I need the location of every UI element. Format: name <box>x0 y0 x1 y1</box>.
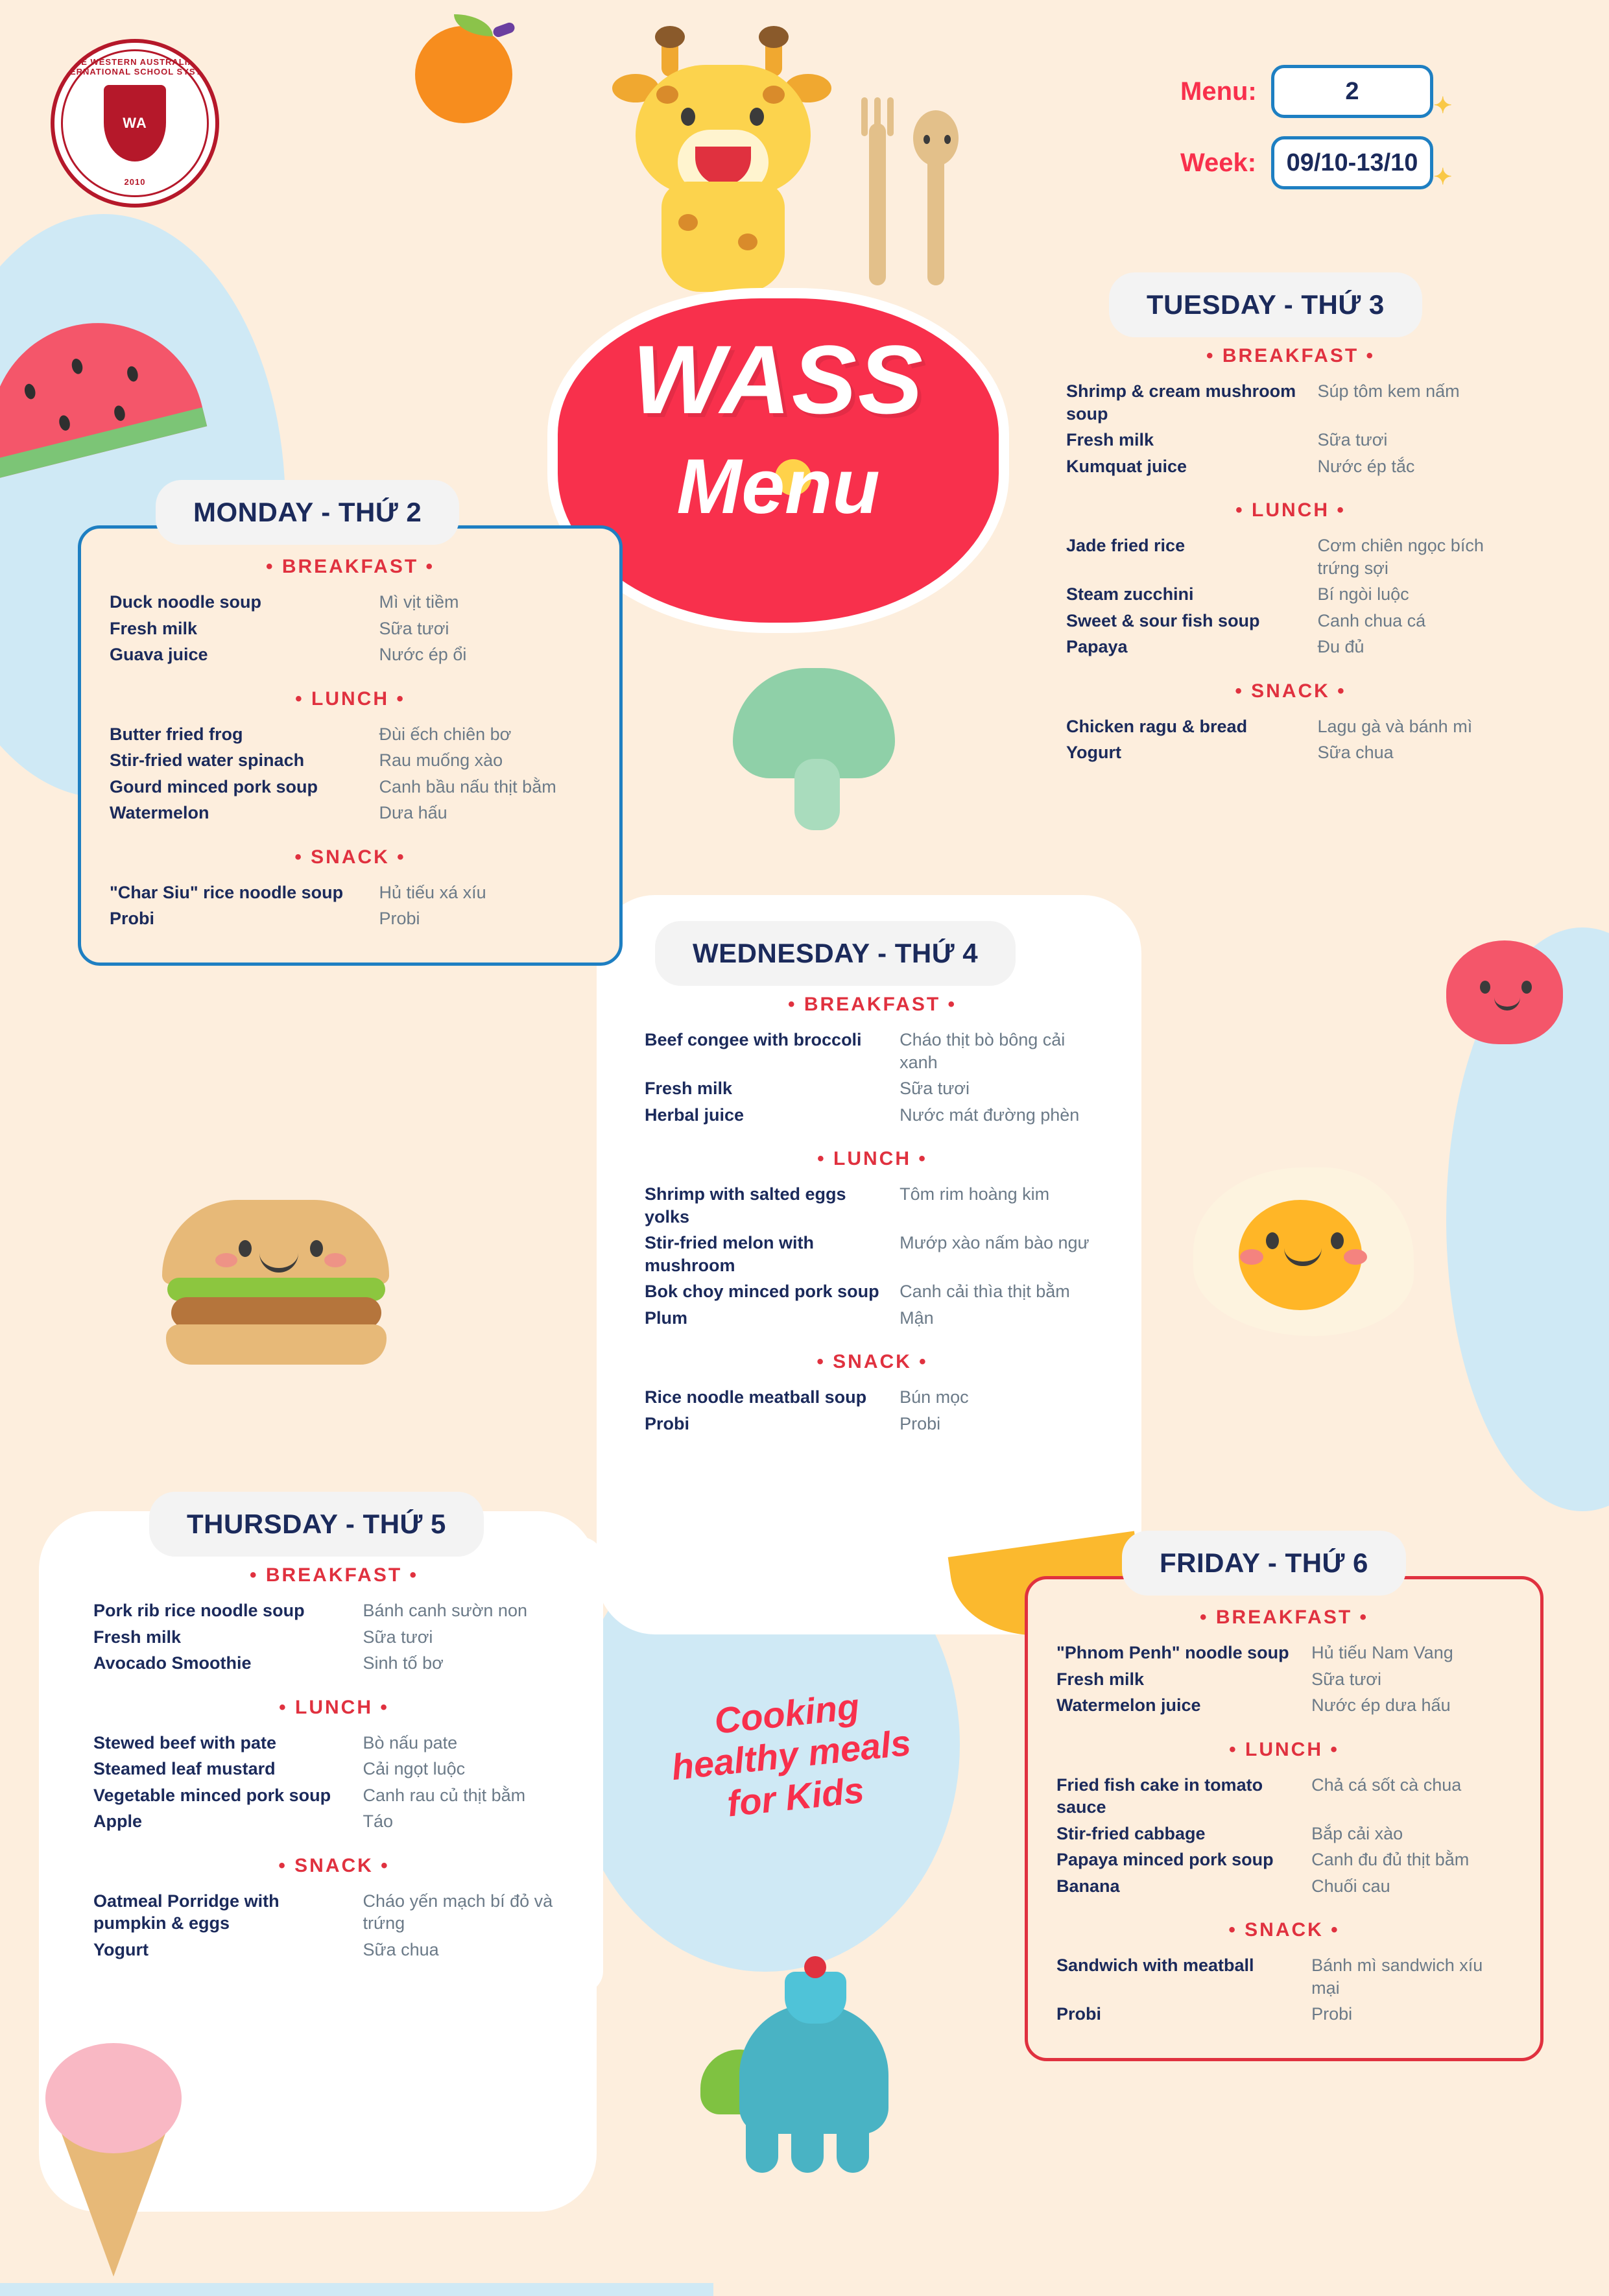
day-card-thursday <box>65 1492 603 1993</box>
menu-item-english: Fresh milk <box>1066 430 1154 450</box>
menu-item-vietnamese: Hủ tiếu xá xíu <box>379 882 486 902</box>
menu-item-vietnamese: Sinh tố bơ <box>363 1653 444 1673</box>
day-body-thursday <box>65 1537 603 1993</box>
tagline: Cooking healthy meals for Kids <box>669 1685 913 1824</box>
meal-heading-snack: • SNACK • <box>278 1854 390 1876</box>
menu-item-english: Gourd minced pork soup <box>110 776 318 796</box>
menu-item-english: Guava juice <box>110 645 208 665</box>
menu-item-vietnamese: Nước ép tắc <box>1317 456 1415 476</box>
menu-item-vietnamese: Canh cải thìa thịt bằm <box>900 1282 1070 1302</box>
day-body-friday <box>1025 1576 1543 2061</box>
menu-item <box>93 1758 575 1780</box>
menu-item-vietnamese: Hủ tiếu Nam Vang <box>1311 1643 1453 1662</box>
menu-item-english: Avocado Smoothie <box>93 1653 252 1673</box>
menu-item-vietnamese: Probi <box>1311 2004 1353 2024</box>
menu-item <box>645 1077 1100 1100</box>
menu-item <box>1066 583 1515 606</box>
menu-item-english: "Phnom Penh" noodle soup <box>1056 1643 1289 1662</box>
menu-item-english: Fresh milk <box>110 618 198 638</box>
ice-cream-cone-icon <box>39 2043 188 2277</box>
menu-item <box>1056 2003 1512 2026</box>
title-menu: Menu <box>676 443 880 530</box>
menu-item-vietnamese: Táo <box>363 1812 394 1832</box>
menu-item <box>1056 1694 1512 1717</box>
menu-item-vietnamese: Bánh mì sandwich xíu mại <box>1311 1955 1483 1998</box>
menu-item-english: Chicken ragu & bread <box>1066 716 1248 736</box>
meal-heading-lunch: • LUNCH • <box>1229 1738 1339 1760</box>
menu-item-vietnamese: Canh chua cá <box>1317 610 1426 630</box>
menu-item-vietnamese: Tôm rim hoàng kim <box>900 1184 1050 1204</box>
menu-item-english: Papaya <box>1066 637 1128 657</box>
menu-item-vietnamese: Sữa tươi <box>379 618 449 638</box>
menu-item <box>1066 636 1515 658</box>
menu-item-vietnamese: Nước ép dưa hấu <box>1311 1695 1451 1716</box>
menu-item-english: Stir-fried cabbage <box>1056 1823 1206 1843</box>
menu-item-english: Apple <box>93 1812 143 1832</box>
menu-item-english: Vegetable minced pork soup <box>93 1785 331 1805</box>
menu-item-vietnamese: Bún mọc <box>900 1387 969 1407</box>
menu-label: Menu: <box>1180 77 1257 106</box>
menu-item <box>93 1652 575 1675</box>
menu-item-english: Duck noodle soup <box>110 592 262 612</box>
menu-item-vietnamese: Mướp xào nấm bào ngư <box>900 1233 1090 1253</box>
menu-item <box>110 617 591 640</box>
menu-item <box>1056 1668 1512 1691</box>
meal-heading-breakfast: • BREAKFAST • <box>1199 1607 1368 1628</box>
day-card-friday <box>1025 1531 1543 2061</box>
giraffe-mascot-icon <box>616 26 830 298</box>
menu-item-vietnamese: Cháo thịt bò bông cải xanh <box>900 1030 1066 1072</box>
menu-item-vietnamese: Bánh canh sườn non <box>363 1601 527 1620</box>
menu-item-english: Steamed leaf mustard <box>93 1759 276 1779</box>
meal-heading-snack: • SNACK • <box>294 846 406 868</box>
menu-item-vietnamese: Chuối cau <box>1311 1876 1390 1896</box>
menu-item-vietnamese: Cháo yến mạch bí đỏ và trứng <box>363 1891 553 1933</box>
menu-number-field[interactable] <box>1271 65 1452 118</box>
menu-item-english: Sandwich with meatball <box>1056 1955 1254 1976</box>
menu-item-vietnamese: Sữa tươi <box>1311 1669 1381 1689</box>
title-wass: WASS <box>632 325 924 434</box>
menu-item-english: Probi <box>1056 2004 1102 2024</box>
meal-heading-breakfast: • BREAKFAST • <box>249 1564 418 1586</box>
day-title-monday: MONDAY - THỨ 2 <box>156 480 459 545</box>
menu-item-english: Bok choy minced pork soup <box>645 1282 879 1302</box>
menu-item <box>93 1599 575 1622</box>
menu-item-english: Rice noodle meatball soup <box>645 1387 867 1407</box>
menu-item <box>1056 1848 1512 1871</box>
menu-item <box>110 776 591 798</box>
menu-item <box>93 1626 575 1649</box>
menu-item <box>110 881 591 904</box>
menu-item <box>645 1029 1100 1073</box>
menu-item <box>110 802 591 824</box>
menu-item-english: Watermelon juice <box>1056 1695 1201 1716</box>
menu-item-vietnamese: Canh đu đủ thịt bằm <box>1311 1850 1470 1870</box>
menu-item-english: Pork rib rice noodle soup <box>93 1601 305 1620</box>
menu-item-english: Shrimp with salted eggs yolks <box>645 1184 846 1226</box>
menu-item <box>645 1386 1100 1409</box>
menu-item <box>1066 380 1515 425</box>
menu-item <box>1056 1642 1512 1664</box>
menu-item-vietnamese: Dưa hấu <box>379 803 447 823</box>
menu-item-vietnamese: Nước mát đường phèn <box>900 1105 1080 1125</box>
menu-item-english: Fresh milk <box>1056 1669 1145 1689</box>
menu-item-english: Oatmeal Porridge with pumpkin & eggs <box>93 1891 280 1933</box>
meal-heading-lunch: • LUNCH • <box>279 1696 389 1718</box>
menu-number-row <box>1180 65 1543 118</box>
menu-number-value: 2 <box>1345 77 1359 105</box>
menu-item <box>110 591 591 614</box>
menu-item-english: Fried fish cake in tomato sauce <box>1056 1775 1263 1817</box>
menu-item-english: Beef congee with broccoli <box>645 1030 862 1049</box>
menu-item-english: Banana <box>1056 1876 1120 1896</box>
menu-item-english: Kumquat juice <box>1066 456 1187 476</box>
fork-and-spoon-icon <box>863 123 979 292</box>
menu-item-english: Stewed beef with pate <box>93 1732 277 1752</box>
menu-item-english: Fresh milk <box>93 1627 182 1647</box>
logo-bottom-text: 2010 <box>124 177 146 187</box>
day-card-tuesday <box>1038 272 1543 796</box>
menu-item-vietnamese: Súp tôm kem nấm <box>1317 381 1460 401</box>
menu-item <box>645 1413 1100 1435</box>
menu-item <box>110 723 591 746</box>
menu-item-vietnamese: Mận <box>900 1308 934 1328</box>
week-range-row <box>1180 136 1543 189</box>
menu-item-vietnamese: Sữa chua <box>363 1939 439 1959</box>
meal-heading-snack: • SNACK • <box>1228 1919 1340 1941</box>
logo-crest: WA <box>104 85 166 161</box>
sparkle-icon: ✦ <box>1433 165 1452 189</box>
broccoli-icon <box>733 668 901 830</box>
menu-item-vietnamese: Lagu gà và bánh mì <box>1317 716 1473 736</box>
menu-item <box>110 643 591 666</box>
menu-item-vietnamese: Nước ép ổi <box>379 645 467 665</box>
menu-item <box>1066 741 1515 764</box>
menu-item-english: Papaya minced pork soup <box>1056 1850 1274 1870</box>
menu-item <box>1056 1875 1512 1898</box>
octopus-cupcake-icon <box>713 1965 921 2179</box>
menu-item-vietnamese: Canh bầu nấu thịt bằm <box>379 776 556 796</box>
menu-item-english: Butter fried frog <box>110 724 243 744</box>
menu-item <box>110 749 591 772</box>
menu-item-vietnamese: Đùi ếch chiên bơ <box>379 724 512 744</box>
menu-item-english: Probi <box>110 909 155 929</box>
menu-item-english: Stir-fried water spinach <box>110 750 305 771</box>
meal-heading-snack: • SNACK • <box>1235 680 1346 702</box>
menu-item <box>1066 610 1515 632</box>
sparkle-icon: ✦ <box>1433 93 1452 118</box>
meal-heading-breakfast: • BREAKFAST • <box>787 994 957 1015</box>
menu-item-english: Stir-fried melon with mushroom <box>645 1233 815 1275</box>
menu-item-vietnamese: Sữa chua <box>1317 743 1394 763</box>
menu-item <box>645 1232 1100 1276</box>
menu-item-english: Sweet & sour fish soup <box>1066 610 1260 630</box>
meal-heading-lunch: • LUNCH • <box>1235 499 1346 521</box>
menu-item <box>93 1890 575 1935</box>
menu-item-english: Watermelon <box>110 803 209 823</box>
menu-item-english: Shrimp & cream mushroom soup <box>1066 381 1296 424</box>
menu-item <box>93 1810 575 1833</box>
day-card-monday <box>78 480 623 966</box>
menu-item <box>645 1104 1100 1127</box>
menu-item-english: Yogurt <box>93 1939 149 1959</box>
menu-item <box>1066 429 1515 451</box>
day-title-tuesday: TUESDAY - THỨ 3 <box>1109 272 1422 337</box>
menu-item-vietnamese: Sữa tươi <box>363 1627 433 1647</box>
menu-item-vietnamese: Đu đủ <box>1317 637 1365 657</box>
menu-item-vietnamese: Probi <box>900 1414 941 1434</box>
meal-heading-snack: • SNACK • <box>816 1351 928 1373</box>
menu-item-vietnamese: Sữa tươi <box>1317 430 1388 450</box>
week-range-value: 09/10-13/10 <box>1286 149 1418 176</box>
meal-heading-breakfast: • BREAKFAST • <box>265 556 435 577</box>
menu-item <box>93 1732 575 1754</box>
menu-item <box>1066 455 1515 478</box>
meal-heading-lunch: • LUNCH • <box>295 688 405 710</box>
menu-item-vietnamese: Bò nấu pate <box>363 1732 458 1752</box>
menu-item-english: Yogurt <box>1066 743 1121 763</box>
menu-item-english: Herbal juice <box>645 1105 745 1125</box>
day-title-friday: FRIDAY - THỨ 6 <box>1122 1531 1406 1596</box>
menu-item <box>645 1280 1100 1303</box>
menu-item <box>1056 1823 1512 1845</box>
menu-item <box>1056 1774 1512 1819</box>
orange-fruit-icon <box>415 26 512 123</box>
menu-item <box>110 907 591 930</box>
menu-item-vietnamese: Cơm chiên ngọc bích trứng sợi <box>1317 536 1484 578</box>
menu-item-vietnamese: Bí ngòi luộc <box>1317 584 1409 604</box>
week-label: Week: <box>1180 148 1257 177</box>
day-card-wednesday <box>616 921 1128 1468</box>
menu-item-english: Jade fried rice <box>1066 536 1186 556</box>
menu-item <box>93 1784 575 1807</box>
menu-item <box>1066 715 1515 738</box>
menu-item-vietnamese: Canh rau củ thịt bằm <box>363 1785 526 1805</box>
menu-item-vietnamese: Cải ngọt luộc <box>363 1759 466 1779</box>
menu-item-vietnamese: Mì vịt tiềm <box>379 592 459 612</box>
school-logo <box>51 39 219 208</box>
menu-item-vietnamese: Rau muống xào <box>379 750 503 771</box>
menu-item-english: Steam zucchini <box>1066 584 1194 604</box>
week-range-field[interactable] <box>1271 136 1452 189</box>
menu-item-english: "Char Siu" rice noodle soup <box>110 882 344 902</box>
day-title-thursday: THURSDAY - THỨ 5 <box>149 1492 484 1557</box>
menu-item <box>645 1307 1100 1330</box>
menu-item <box>1056 1954 1512 1999</box>
day-title-wednesday: WEDNESDAY - THỨ 4 <box>655 921 1016 986</box>
menu-item-vietnamese: Bắp cải xào <box>1311 1823 1403 1843</box>
meal-heading-breakfast: • BREAKFAST • <box>1206 345 1375 366</box>
burger-icon <box>162 1200 396 1369</box>
menu-item <box>645 1183 1100 1228</box>
menu-item-vietnamese: Chả cá sốt cà chua <box>1311 1775 1462 1795</box>
strawberry-icon <box>1446 940 1563 1044</box>
menu-item-vietnamese: Probi <box>379 909 420 929</box>
menu-item <box>93 1939 575 1961</box>
menu-item <box>1066 534 1515 579</box>
menu-item-vietnamese: Sữa tươi <box>900 1079 970 1099</box>
menu-week-header <box>1180 65 1543 208</box>
day-body-wednesday <box>616 966 1128 1468</box>
meal-heading-lunch: • LUNCH • <box>817 1148 927 1170</box>
menu-item-english: Fresh milk <box>645 1079 733 1099</box>
logo-top-text: THE WESTERN AUSTRALIAN INTERNATIONAL SCHOOL SYSTEM <box>54 57 216 77</box>
menu-item-english: Probi <box>645 1414 690 1434</box>
day-body-monday <box>78 525 623 966</box>
day-body-tuesday <box>1038 318 1543 796</box>
menu-item-english: Plum <box>645 1308 688 1328</box>
fried-egg-icon <box>1193 1167 1414 1343</box>
